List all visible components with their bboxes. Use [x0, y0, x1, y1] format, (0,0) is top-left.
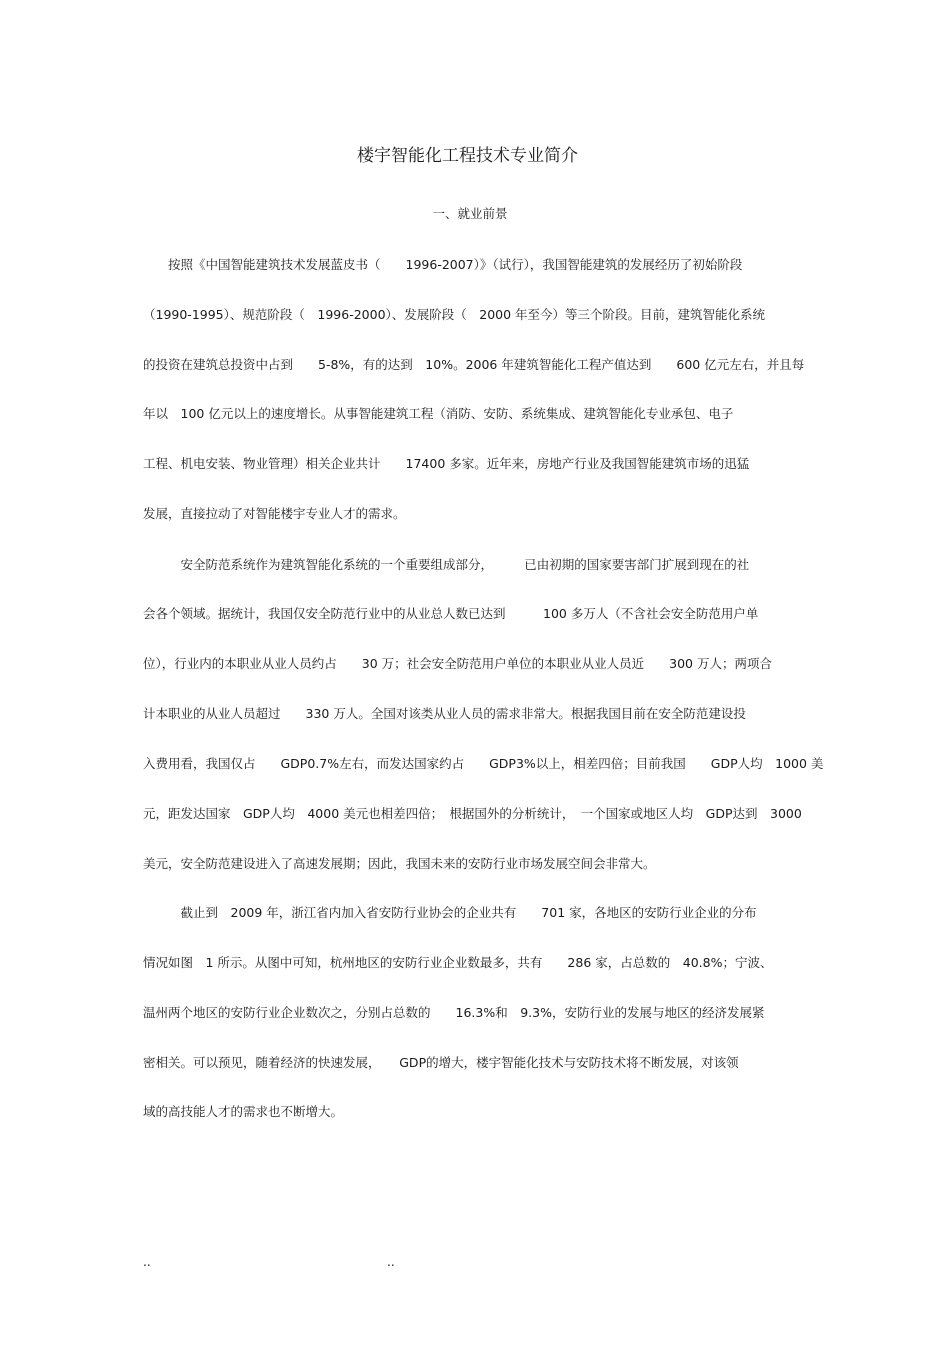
- text-line: 温州两个地区的安防行业企业数次之，分别占总数的 16.3%和 9.3%，安防行业的发展与地区的经济发展紧: [143, 1005, 765, 1020]
- text-line: 发展，直接拉动了对智能楼宇专业人才的需求。: [143, 506, 406, 521]
- text-line: 情况如图 1 所示。从图中可知，杭州地区的安防行业企业数最多，共有 286 家，占总数的 40.8%；宁波、: [143, 955, 773, 970]
- section-heading: 一、就业前景: [432, 206, 508, 221]
- text-line: 域的高技能人才的需求也不断增大。: [143, 1104, 344, 1119]
- text-line: 美元，安全防范建设进入了高速发展期；因此，我国未来的安防行业市场发展空间会非常大。: [143, 856, 656, 871]
- text-line: 密相关。可以预见，随着经济的快速发展， GDP的增大，楼宇智能化技术与安防技术将不断发展，对该领: [143, 1055, 739, 1070]
- text-line: 安全防范系统作为建筑智能化系统的一个重要组成部分， 已由初期的国家要害部门扩展到现在的社: [143, 557, 750, 572]
- text-line: 工程、机电安装、物业管理）相关企业共计 17400 多家。近年来，房地产行业及我国智能建筑市场的迅猛: [143, 456, 750, 471]
- text-line: 会各个领域。据统计，我国仅安全防范行业中的从业总人数已达到 100 多万人（不含社会安全防范用户单: [143, 606, 759, 621]
- footer-marker-left: ..: [143, 1255, 151, 1269]
- text-line: 截止到 2009 年，浙江省内加入省安防行业协会的企业共有 701 家，各地区的安防行业企业的分布: [143, 905, 757, 920]
- text-line: 按照《中国智能建筑技术发展蓝皮书（ 1996-2007）》（试行），我国智能建筑的发展经历了初始阶段: [143, 257, 743, 272]
- text-line: 入费用看，我国仅占 GDP0.7%左右，而发达国家约占 GDP3%以上，相差四倍；目前我国 GDP人均 1000 美: [143, 756, 824, 771]
- document-title: 楼宇智能化工程技术专业简介: [357, 146, 578, 166]
- text-line: 位），行业内的本职业从业人员约占 30 万；社会安全防范用户单位的本职业从业人员近 300 万人；两项合: [143, 656, 772, 671]
- text-line: （1990-1995）、规范阶段（ 1996-2000）、发展阶段（ 2000 年至今）等三个阶段。目前，建筑智能化系统: [143, 307, 766, 322]
- text-line: 的投资在建筑总投资中占到 5-8%，有的达到 10%。2006 年建筑智能化工程产值达到 600 亿元左右，并且每: [143, 357, 805, 372]
- footer-marker-right: ..: [387, 1255, 395, 1269]
- text-line: 年以 100 亿元以上的速度增长。从事智能建筑工程（消防、安防、系统集成、建筑智能化专业承包、电子: [143, 406, 734, 421]
- text-line: 计本职业的从业人员超过 330 万人。全国对该类从业人员的需求非常大。根据我国目前在安全防范建设投: [143, 706, 746, 721]
- text-line: 元，距发达国家 GDP人均 4000 美元也相差四倍； 根据国外的分析统计， 一个国家或地区人均 GDP达到 3000: [143, 806, 802, 821]
